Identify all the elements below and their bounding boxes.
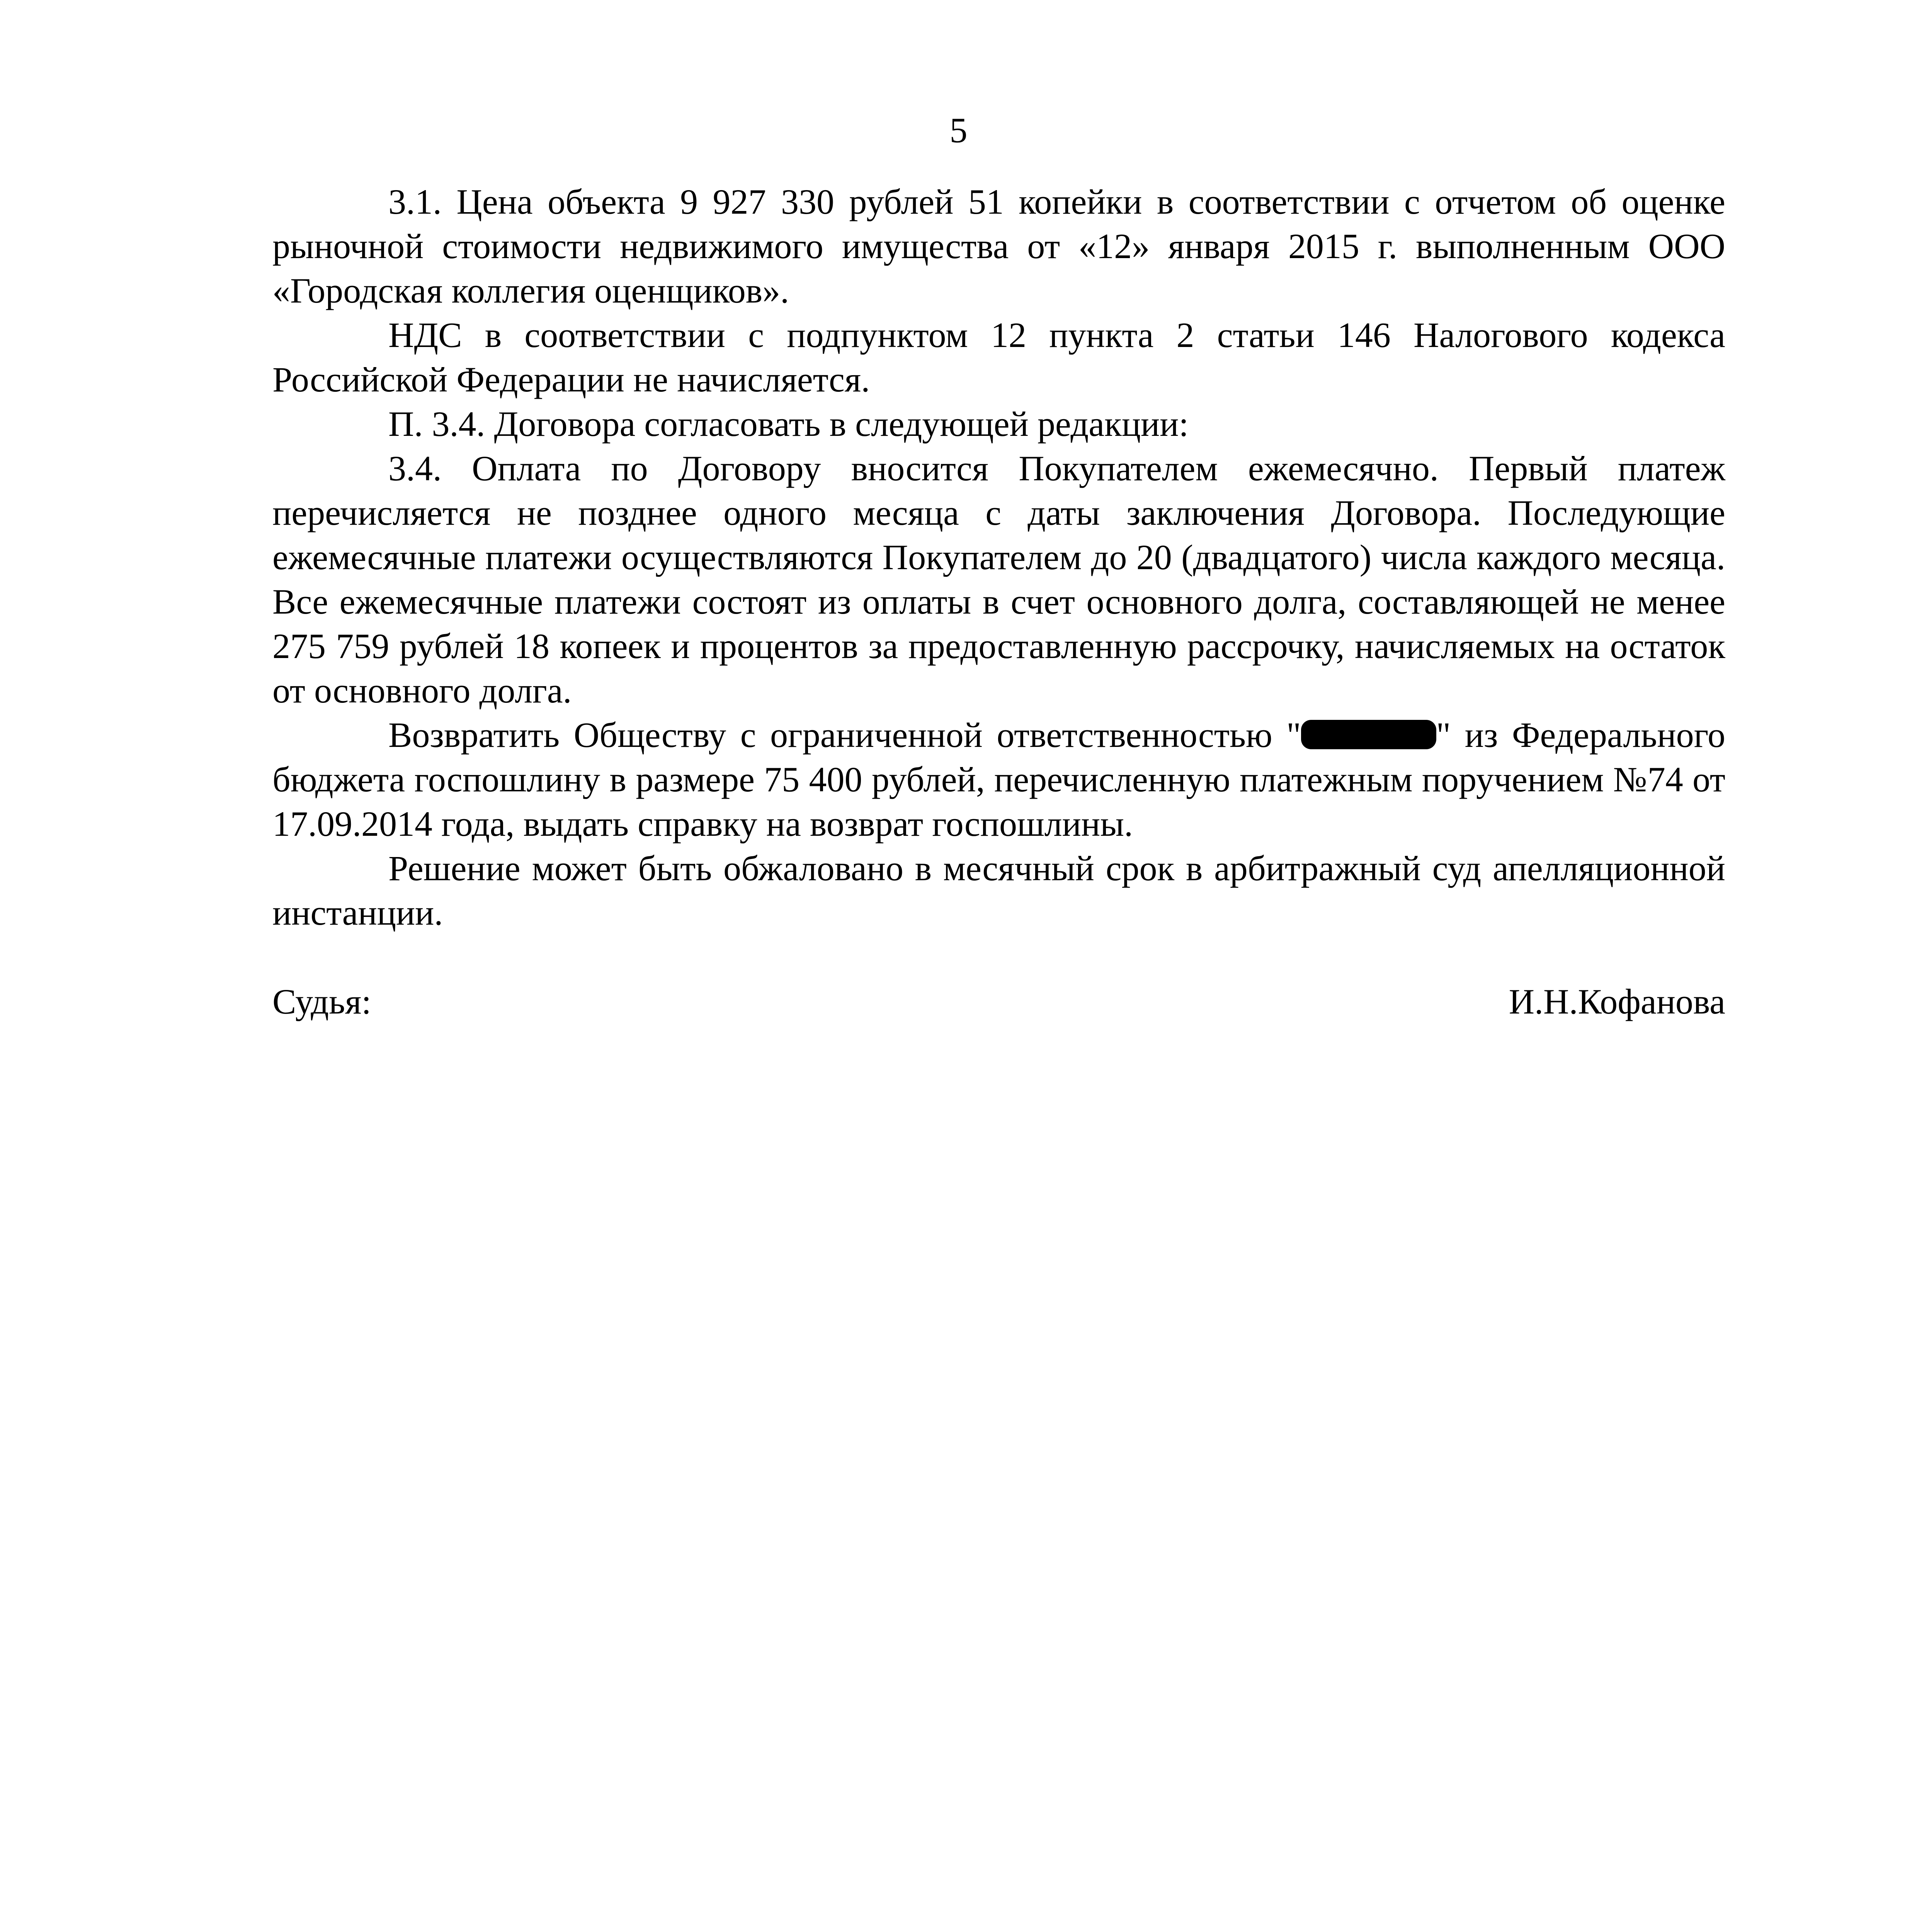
refund-text-after: " из Федерального бюджета госпошлину в размере 75 400 рублей, перечисленную платежным поручением №74 от 17.09.2014 года, выдать справку на возврат госпошлины. [272,715,1726,844]
page-number: 5 [949,111,968,150]
refund-text-before: Возвратить Обществу с ограниченной ответственностью " [388,715,1301,755]
paragraph-appeal: Решение может быть обжаловано в месячный срок в арбитражный суд апелляционной инстанции. [272,849,1725,932]
paragraph-price: 3.1. Цена объекта 9 927 330 рублей 51 копейки в соответствии с отчетом об оценке рыночной стоимости недвижимого имущества от «12» января 2015 г. выполненным ООО «Городская коллегия оценщиков». [272,182,1725,310]
redacted-company-name [1301,720,1436,749]
paragraph-payment-terms: 3.4. Оплата по Договору вносится Покупателем ежемесячно. Первый платеж перечисляется не позднее одного месяца с даты заключения Договора. Последующие ежемесячные платежи осуществляются Покупателем до 20 (двадцатого) числа каждого месяца. Все ежемесячные платежи состоят из оплаты в счет основного долга, составляющей не менее 275 759 рублей 18 копеек и процентов за предоставленную рассрочку, начисляемых на остаток от основного долга. [272,449,1725,710]
paragraph-clause-3-4-heading: П. 3.4. Договора согласовать в следующей редакции: [388,404,1189,444]
signature-name: И.Н.Кофанова [1509,982,1725,1021]
paragraph-refund [272,713,1725,846]
signature-role: Судья: [272,982,371,1021]
document-body [272,180,1725,1024]
signature-block [272,980,1725,1024]
paragraph-vat: НДС в соответствии с подпунктом 12 пункта 2 статьи 146 Налогового кодекса Российской Федерации не начисляется. [272,315,1725,399]
